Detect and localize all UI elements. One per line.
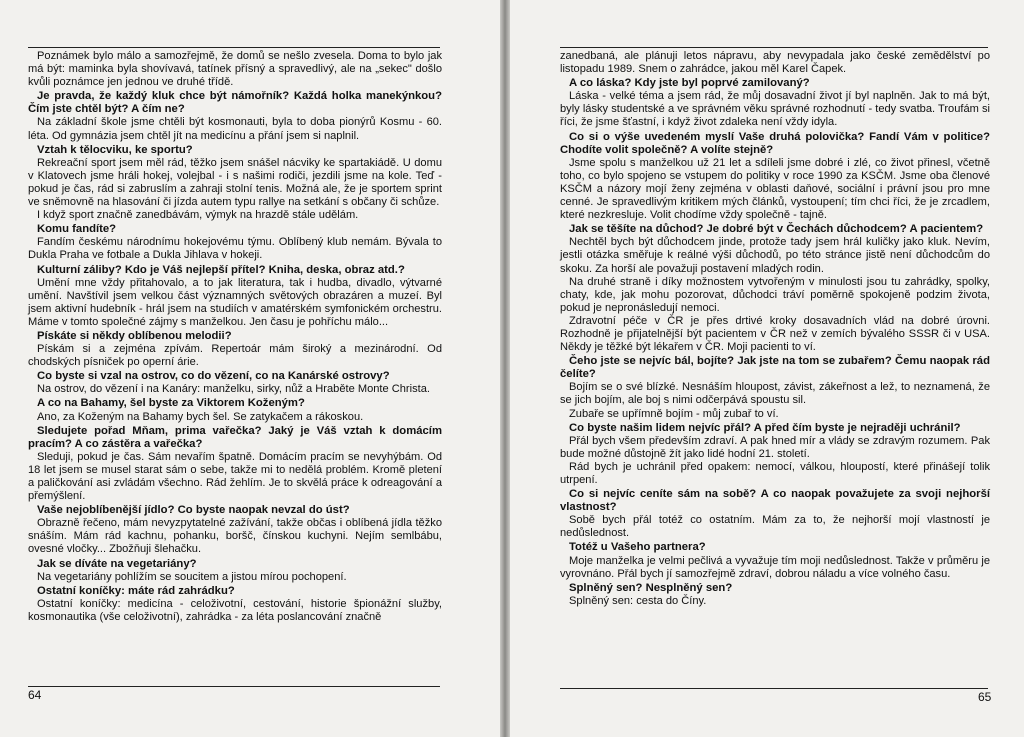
question-heading: Ostatní koníčky: máte rád zahrádku? [37, 584, 235, 597]
question-heading: A co láska? Kdy jste byl poprvé zamilovaný? [569, 77, 810, 90]
top-rule [28, 47, 440, 48]
answer-paragraph: Ano, za Koženým na Bahamy bych šel. Se zatykačem a rákoskou. [37, 410, 364, 423]
answer-paragraph: Sobě bych přál totéž co ostatním. Mám za to, že nejhorší mojí vlastností je nedůslednost. [560, 514, 990, 540]
bottom-rule [560, 688, 988, 689]
answer-paragraph: Moje manželka je velmi pečlivá a vyvažuje tím moji nedůslednost. Takže v průměru je vyrovnáno. Přál bych jí samozřejmě zdraví, dobrou náladu a více volného času. [560, 554, 990, 580]
answer-paragraph: Sleduji, pokud je čas. Sám nevařím špatně. Domácím pracím se nevyhýbám. Od 18 let jsem se musel starat sám o sebe, takže mi to nedělá problém. Kromě pletení a paličkování asi zvládám všechno. Rád žehlím. Je to skvělá práce k odreagování a přemýšlení. [28, 450, 442, 503]
question-heading: Totéž u Vašeho partnera? [569, 541, 706, 554]
answer-paragraph: Pískám si a zejména zpívám. Repertoár mám široký a mezinárodní. Od chodských písniček po operní árie. [28, 343, 442, 369]
right-text-column [560, 50, 990, 608]
answer-paragraph: Poznámek bylo málo a samozřejmě, že domů se nešlo zvesela. Doma to bylo jak má být: maminka byla shovívavá, tatínek přísný a spravedlivý, ale na „sekec" došlo kvůli poznámce jen jednou ve druhé třídě. [28, 50, 442, 89]
page-number: 65 [978, 690, 992, 704]
answer-paragraph: Splněný sen: cesta do Číny. [569, 594, 707, 607]
question-heading: Je pravda, že každý kluk chce být námořník? Každá holka manekýnkou? Čím jste chtěl být? A čím ne? [28, 90, 442, 116]
question-heading: Co byste našim lidem nejvíc přál? A před čím byste je nejraději uchránil? [569, 421, 961, 434]
question-heading: Vaše nejoblíbenější jídlo? Co byste naopak nevzal do úst? [37, 504, 350, 517]
answer-paragraph: Nechtěl bych být důchodcem jinde, protože tady jsem hrál kuličky jako kluk. Nevím, jestli otázka směřuje k reálné výši důchodů, po této stránce jistě není důchodcům do skoku. Za horší ale považuji postavení mladých rodin. [560, 236, 990, 275]
answer-paragraph: Láska - velké téma a jsem rád, že můj dosavadní život jí byl naplněn. Jak to má být, byly lásky studentské a ve správném věku správné rozhodnutí - tedy svatba. Troufám si říci, že jsme šťastní, i když život zdaleka není vždy idyla. [560, 90, 990, 129]
answer-paragraph: Na ostrov, do vězení i na Kanáry: manželku, sirky, nůž a Hraběte Monte Christa. [37, 383, 430, 396]
page-number: 64 [28, 688, 42, 702]
question-heading: Vztah k tělocviku, ke sportu? [37, 143, 193, 156]
answer-paragraph: I když sport značně zanedbávám, výmyk na hrazdě stále udělám. [37, 209, 359, 222]
answer-paragraph: Obrazně řečeno, mám nevyzpytatelné zažívání, takže občas i oblíbená jídla těžko snáším. Mám rád kachnu, pohanku, boršč, čínskou kuchyni. Nejím semlbábu, ovesné vločky... Zbožňuji šlehačku. [28, 517, 442, 556]
question-heading: Co byste si vzal na ostrov, co do vězení, co na Kanárské ostrovy? [37, 370, 390, 383]
question-heading: Splněný sen? Nesplněný sen? [569, 581, 733, 594]
left-page [0, 0, 500, 737]
left-text-column [28, 50, 442, 624]
question-heading: Komu fandíte? [37, 223, 117, 236]
bottom-rule [28, 686, 440, 687]
answer-paragraph: Rád bych je uchránil před opakem: nemocí, válkou, hloupostí, které přinášejí tolik utrpení. [560, 460, 990, 486]
answer-paragraph: Jsme spolu s manželkou už 21 let a sdíleli jsme dobré i zlé, co život přinesl, včetně toho, co bylo spojeno se vstupem do politiky v roce 1990 za KSČM. Jsme oba členové KSČM a názory mojí ženy zejména v oblasti daňové, sociální i právní jsou pro mne cenné. Je spravedlivým kritikem mých článků, vystoupení; tím chci říci, že je zrcadlem, které nezkresluje. Volit chodíme vždy společně - tajně. [560, 156, 990, 222]
answer-paragraph: Přál bych všem především zdraví. A pak hned mír a vlády se zdravým rozumem. Pak bude možné důstojně žít jako lidé hodní 21. století. [560, 434, 990, 460]
question-heading: Kulturní záliby? Kdo je Váš nejlepší přítel? Kniha, deska, obraz atd.? [37, 263, 405, 276]
question-heading: Pískáte si někdy oblíbenou melodii? [37, 329, 232, 342]
answer-paragraph: Fandím českému národnímu hokejovému týmu. Oblíbený klub nemám. Bývala to Dukla Praha ve fotbale a Dukla Jihlava v hokeji. [28, 236, 442, 262]
right-page [510, 0, 1024, 737]
answer-paragraph: Ostatní koníčky: medicína - celoživotní, cestování, historie špionážní služby, kosmonautika (vše celoživotní), zahrádka - za léta poslancování značně [28, 597, 442, 623]
answer-paragraph: Na vegetariány pohlížím se soucitem a jistou mírou pochopení. [37, 570, 347, 583]
answer-paragraph: zanedbaná, ale plánuji letos nápravu, aby nevypadala jako české zemědělství po listopadu 1989. Snem o zahrádce, jakou měl Karel Čapek. [560, 50, 990, 76]
answer-paragraph: Umění mne vždy přitahovalo, a to jak literatura, tak i hudba, divadlo, výtvarné umění. Navštívil jsem velkou část významných světových obrazáren a muzeí. Byl jsem aktivní hudebník - hrál jsem na studiích v amatérském symfonickém orchestru. Máme v tomto společné zájmy s manželkou. Jen času je pohříchu málo... [28, 276, 442, 328]
question-heading: Čeho jste se nejvíc bál, bojíte? Jak jste na tom se zubařem? Čemu naopak rád čelíte? [560, 355, 990, 381]
question-heading: A co na Bahamy, šel byste za Viktorem Koženým? [37, 397, 305, 410]
question-heading: Co si nejvíc ceníte sám na sobě? A co naopak považujete za svoji nejhorší vlastnost? [560, 488, 990, 514]
answer-paragraph: Bojím se o své blízké. Nesnáším hloupost, závist, zákeřnost a lež, to neznamená, že se jich bojím, ale boj s nimi odčerpává spoustu sil. [560, 381, 990, 407]
top-rule [560, 47, 988, 48]
answer-paragraph: Rekreační sport jsem měl rád, těžko jsem snášel nácviky ke spartakiádě. U domu v Klatovech jsme hráli hokej, volejbal - i s našimi rodiči, jezdili jsme na kole. Teď - pokud je čas, rád si zabruslím a zahraji stolní tenis. Možná ale, že je sportem sprint ve sněmovně na hlasování či jízda autem typu rallye na setkání s občany či schůze. [28, 156, 442, 209]
answer-paragraph: Na druhé straně i díky možnostem vytvořeným v minulosti jsou tu zahrádky, spolky, chaty, kde, jak mohu pozorovat, důchodci tráví poměrně spokojeně podzim života, pokud je nepronásledují nemoci. [560, 275, 990, 314]
question-heading: Jak se těšíte na důchod? Je dobré být v Čechách důchodcem? A pacientem? [569, 223, 984, 236]
answer-paragraph: Na základní škole jsme chtěli být kosmonauti, byla to doba pionýrů Kosmu - 60. léta. Od gymnázia jsem chtěl jít na medicínu a přání jsem si naplnil. [28, 116, 442, 142]
answer-paragraph: Zubaře se upřímně bojím - můj zubař to ví. [569, 407, 779, 420]
book-gutter [500, 0, 510, 737]
answer-paragraph: Zdravotní péče v ČR je přes drtivé kroky dosavadních vlád na dobré úrovni. Rozhodně je přijatelnější být pacientem v ČR než v zemích bývalého SSSR či v USA. Někdy je těžké být lékařem v ČR. Moji pacienti to ví. [560, 314, 990, 354]
question-heading: Sledujete pořad Mňam, prima vařečka? Jaký je Váš vztah k domácím pracím? A co zástěra a vařečka? [28, 424, 442, 450]
question-heading: Jak se díváte na vegetariány? [37, 557, 197, 570]
question-heading: Co si o výše uvedeném myslí Vaše druhá polovička? Fandí Vám v politice? Chodíte volit společně? A volíte stejně? [560, 130, 990, 156]
